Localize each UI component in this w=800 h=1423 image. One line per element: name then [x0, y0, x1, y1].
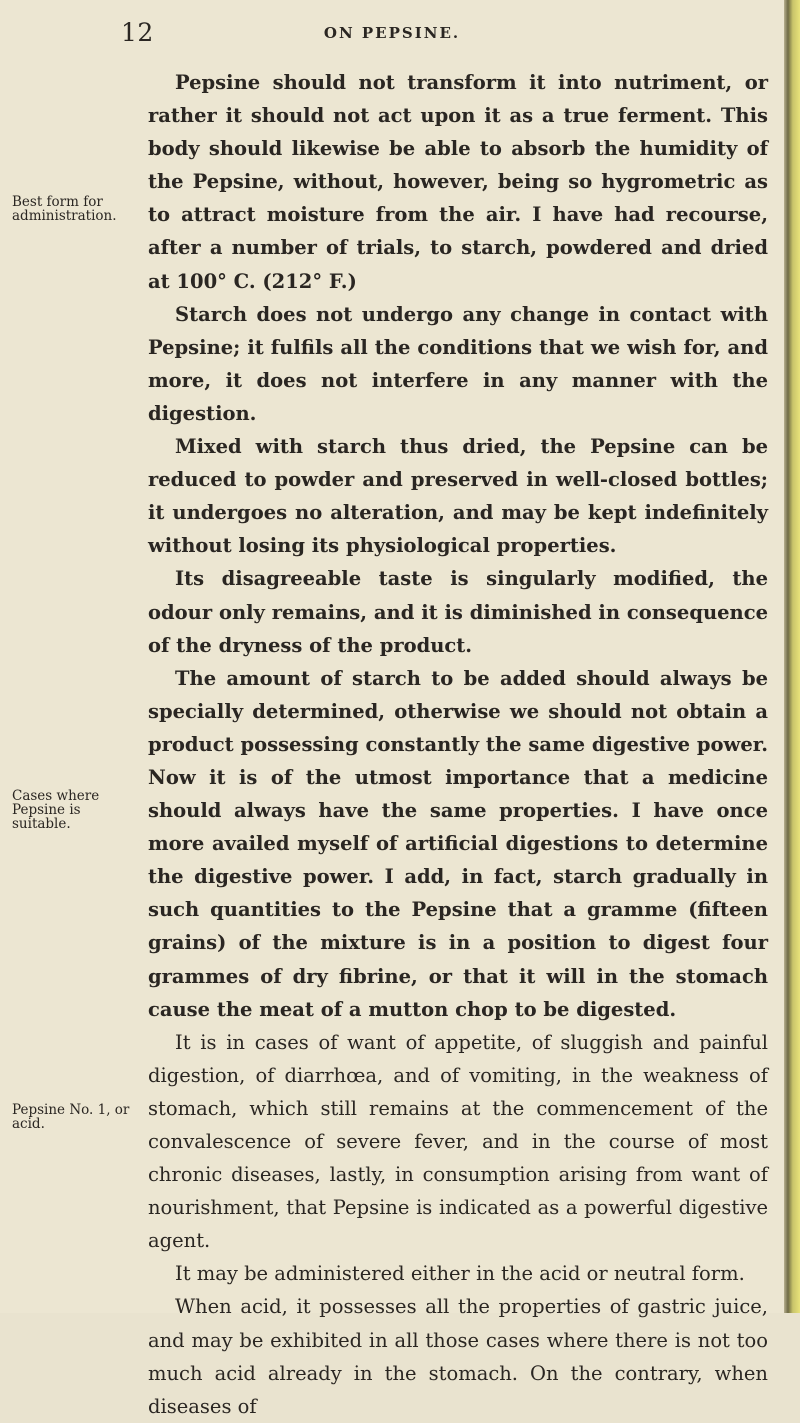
body-text	[148, 66, 768, 1423]
running-head: ON PEPSINE.	[323, 24, 461, 42]
paragraph: It is in cases of want of appetite, of sluggish and painful digestion, of diarrhœa, and of vomiting, in the weakness of stomach, which still remains at the commencement of the convalescence of severe fever, and in the course of most chronic diseases, lastly, in consumption arising from want of nourishment, that Pepsine is indicated as a powerful digestive agent.	[148, 1030, 768, 1253]
paragraph: The amount of starch to be added should always be specially determined, otherwise we should not obtain a product possessing constantly the same digestive power. Now it is of the utmost importance that a medicine should always have the same properties. I have once more availed myself of artificial digestions to determine the digestive power. I add, in fact, starch gradually in such quantities to the Pepsine that a gramme (fifteen grains) of the mixture is in a position to digest four grammes of dry fibrine, or that it will in the stomach cause the meat of a mutton chop to be digested.	[148, 666, 768, 1021]
page-edge	[784, 0, 800, 1313]
page-number: 12	[121, 18, 154, 47]
paragraph: Starch does not undergo any change in contact with Pepsine; it fulfils all the conditions that we wish for, and more, it does not interfere in any manner with the digestion.	[148, 302, 768, 425]
side-note-best-form: Best form for administration.	[12, 194, 117, 224]
paragraph: Mixed with starch thus dried, the Pepsine can be reduced to powder and preserved in well-closed bottles; it undergoes no alteration, and may be kept indefinitely without losing its physiological properties.	[148, 435, 768, 558]
paragraph: When acid, it possesses all the properties of gastric juice, and may be exhibited in all those cases where there is not too much acid already in the stomach. On the contrary, when diseases of	[148, 1295, 768, 1418]
paragraph: Pepsine should not transform it into nutriment, or rather it should not act upon it as a true ferment. This body should likewise be able to absorb the humidity of the Pepsine, without, however, being so hygrometric as to attract moisture from the air. I have had recourse, after a number of trials, to starch, powdered and dried at 100° C. (212° F.)	[148, 71, 768, 293]
paragraph: It may be administered either in the acid or neutral form.	[175, 1262, 745, 1286]
side-note-cases-where-suitable: Cases where Pepsine is suitable.	[12, 788, 100, 832]
side-note-pepsine-no-1: Pepsine No. 1, or acid.	[12, 1102, 130, 1132]
paragraph: Its disagreeable taste is singularly modified, the odour only remains, and it is diminished in consequence of the dryness of the product.	[148, 567, 768, 657]
